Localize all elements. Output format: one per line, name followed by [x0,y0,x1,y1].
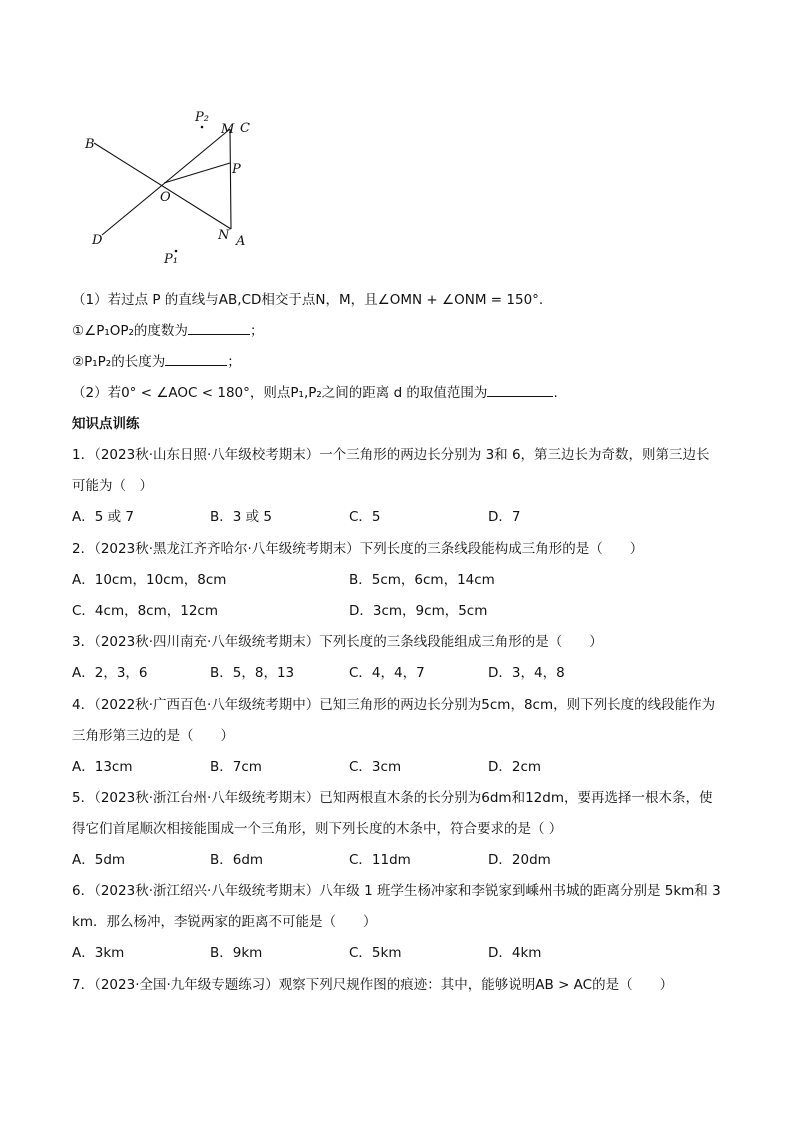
sub-question-2-text: （2）若0° < ∠AOC < 180°，则点P₁,P₂之间的距离 d 的取值范围为 [72,385,488,401]
option-b[interactable]: B．9km [210,945,263,961]
label-o: O [160,190,171,205]
label-n: N [218,228,230,243]
sub-question-2-end: . [553,385,558,401]
sub-question-1a-text: ①∠P₁OP₂的度数为 [72,323,188,339]
option-d[interactable]: D．3，4，8 [488,665,565,681]
question-6-line2: km．那么杨冲，李锐两家的距离不可能是（ ） [72,914,377,930]
segment-op [164,163,230,183]
option-b[interactable]: B．6dm [210,852,264,868]
option-d[interactable]: D．4km [488,945,542,961]
section-title: 知识点训练 [72,416,140,432]
option-b[interactable]: B．5，8，13 [210,665,295,681]
option-a[interactable]: A．3km [72,945,125,961]
option-b[interactable]: B．7cm [210,759,262,775]
option-d[interactable]: D．2cm [488,759,542,775]
label-p1: P₁ [164,252,178,267]
label-p2: P₂ [195,110,209,125]
question-4-line1: 4．（2022秋·广西百色·八年级统考期中）已知三角形的两边长分别为5cm，8cm，则下列长度的线段能作为 [72,697,716,713]
option-c[interactable]: C．4，4，7 [349,665,425,681]
question-2-line1: 2．（2023秋·黑龙江齐齐哈尔·八年级统考期末）下列长度的三条线段能构成三角形的是（ ） [72,541,644,557]
option-c[interactable]: C．3cm [349,759,402,775]
option-b[interactable]: B．3 或 5 [210,509,273,525]
sub-question-1b-text: ②P₁P₂的长度为 [72,354,166,370]
sub-question-1b [72,353,241,371]
answer-blank-1a[interactable] [188,322,250,335]
question-6-line1: 6．（2023秋·浙江绍兴·八年级统考期末）八年级 1 班学生杨冲家和李锐家到嵊州书城的距离分别是 5km和 3 [72,883,721,899]
option-c[interactable]: C．11dm [349,852,411,868]
option-b[interactable]: B．5cm，6cm，14cm [349,572,495,588]
geometry-figure [80,105,270,270]
sub-question-1a [72,322,263,340]
option-a[interactable]: A．10cm，10cm，8cm [72,572,227,588]
label-c: C [240,121,250,136]
option-d[interactable]: D．3cm，9cm，5cm [349,603,488,619]
label-m: M [221,122,235,137]
option-a[interactable]: A．5 或 7 [72,509,134,525]
option-a[interactable]: A．13cm [72,759,133,775]
sub-question-1: （1）若过点 P 的直线与AB,CD相交于点N，M，且∠OMN + ∠ONM = 150°. [72,292,544,308]
label-a: A [236,234,246,249]
question-1-line2: 可能为（ ） [72,478,153,494]
question-3-line1: 3．（2023秋·四川南充·八年级统考期末）下列长度的三条线段能组成三角形的是（ ） [72,634,603,650]
question-5-line2: 得它们首尾顺次相接能围成一个三角形，则下列长度的木条中，符合要求的是（ ） [72,821,563,837]
answer-blank-1b[interactable] [165,353,227,366]
point-p2-dot [201,126,204,129]
option-d[interactable]: D．7 [488,509,521,525]
question-1-line1: 1．（2023秋·山东日照·八年级校考期末）一个三角形的两边长分别为 3和 6，第三边长为奇数，则第三边长 [72,447,710,463]
answer-blank-2[interactable] [487,384,553,397]
option-c[interactable]: C．4cm，8cm，12cm [72,603,219,619]
option-c[interactable]: C．5km [349,945,402,961]
option-c[interactable]: C．5 [349,509,381,525]
option-d[interactable]: D．20dm [488,852,551,868]
sub-question-2 [72,384,558,402]
sub-question-1a-end: ； [249,323,264,339]
option-a[interactable]: A．5dm [72,852,126,868]
label-p: P [232,162,241,177]
question-5-line1: 5．（2023秋·浙江台州·八年级统考期末）已知两根直木条的长分别为6dm和12dm，要再选择一根木条，使 [72,790,713,806]
question-4-line2: 三角形第三边的是（ ） [72,728,234,744]
label-d: D [92,233,103,248]
segment-mn [230,129,231,229]
option-a[interactable]: A．2，3，6 [72,665,148,681]
sub-question-1b-end: ； [227,354,241,370]
label-b: B [85,137,95,152]
line-ba [94,143,231,229]
question-7-line1: 7．（2023·全国·九年级专题练习）观察下列尺规作图的痕迹：其中，能够说明AB > AC的是（ ） [72,977,674,993]
